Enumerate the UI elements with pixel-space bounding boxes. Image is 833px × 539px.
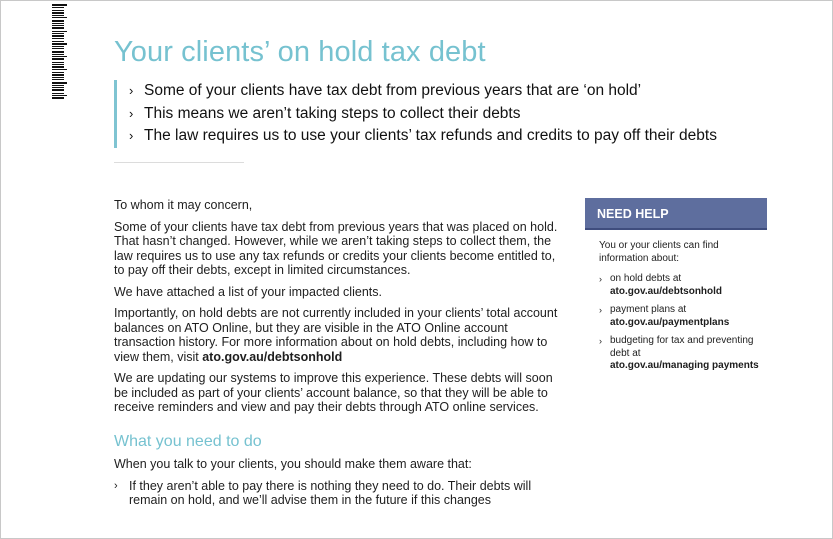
chevron-right-icon: › bbox=[599, 336, 602, 346]
chevron-right-icon: › bbox=[129, 128, 134, 143]
help-list bbox=[599, 273, 763, 373]
help-list-item bbox=[599, 304, 763, 329]
summary-item-text: The law requires us to use your clients’ tax refunds and credits to pay off their debts bbox=[144, 127, 717, 144]
chevron-right-icon: › bbox=[599, 274, 602, 284]
paragraph: When you talk to your clients, you should make them aware that: bbox=[114, 457, 472, 471]
paragraph: We have attached a list of your impacted clients. bbox=[114, 284, 382, 299]
help-item-link[interactable]: ato.gov.au/paymentplans bbox=[610, 316, 730, 328]
barcode-icon bbox=[52, 4, 67, 100]
summary-item-text: This means we aren’t taking steps to collect their debts bbox=[144, 104, 521, 122]
need-help-intro: You or your clients can find information about: bbox=[599, 240, 719, 264]
help-list-item bbox=[599, 273, 763, 298]
help-item-text: budgeting for tax and preventing debt at bbox=[610, 335, 754, 359]
need-help-heading: NEED HELP bbox=[585, 198, 767, 230]
help-list-item bbox=[599, 335, 763, 373]
summary-item bbox=[127, 125, 787, 148]
summary-item bbox=[127, 80, 787, 103]
paragraph bbox=[114, 306, 559, 364]
list-item-text: If they aren’t able to pay there is nothing they need to do. Their debts will remain on hold, and we’ll advise them in the future if this changes bbox=[129, 478, 532, 507]
paragraph-text: Importantly, on hold debts are not currently included in your clients’ total account balances on ATO Online, but they are visible in the ATO Online account transaction history. For more information about on hold debts, including how to view them, visit bbox=[114, 306, 558, 364]
list-item bbox=[114, 479, 559, 508]
paragraph: We are updating our systems to improve this experience. These debts will soon be included as part of your clients’ account balance, so that they will be able to receive reminders and view and pay their debts through ATO online services. bbox=[114, 371, 553, 414]
chevron-right-icon: › bbox=[129, 105, 134, 121]
help-item-link[interactable]: ato.gov.au/managing payments bbox=[610, 360, 759, 371]
help-item-text: on hold debts at bbox=[610, 273, 682, 284]
divider bbox=[114, 162, 244, 163]
paragraph: Some of your clients have tax debt from previous years that was placed on hold. That hasn’t changed. However, while we aren’t taking steps to collect them, the law requires us to use any tax refunds or credits your clients become entitled to, to pay off their debts, except in limited circumstances. bbox=[114, 219, 558, 277]
page-title: Your clients’ on hold tax debt bbox=[114, 36, 486, 68]
help-item-content bbox=[610, 273, 722, 298]
summary-item bbox=[127, 103, 787, 126]
greeting: To whom it may concern, bbox=[114, 198, 253, 212]
debts-on-hold-link[interactable]: ato.gov.au/debtsonhold bbox=[202, 349, 343, 364]
need-help-box bbox=[585, 198, 767, 379]
chevron-right-icon: › bbox=[599, 305, 602, 315]
chevron-right-icon: › bbox=[129, 83, 134, 98]
section-heading: What you need to do bbox=[114, 432, 262, 450]
summary-panel bbox=[114, 80, 787, 148]
help-item-link[interactable]: ato.gov.au/debtsonhold bbox=[610, 285, 723, 297]
help-item-content bbox=[610, 335, 763, 373]
summary-item-text: Some of your clients have tax debt from previous years that are ‘on hold’ bbox=[144, 82, 642, 99]
help-item-content bbox=[610, 304, 729, 329]
letter-body bbox=[114, 198, 559, 508]
help-item-text: payment plans at bbox=[610, 304, 687, 315]
chevron-right-icon: › bbox=[114, 479, 118, 492]
need-help-body bbox=[585, 230, 767, 373]
